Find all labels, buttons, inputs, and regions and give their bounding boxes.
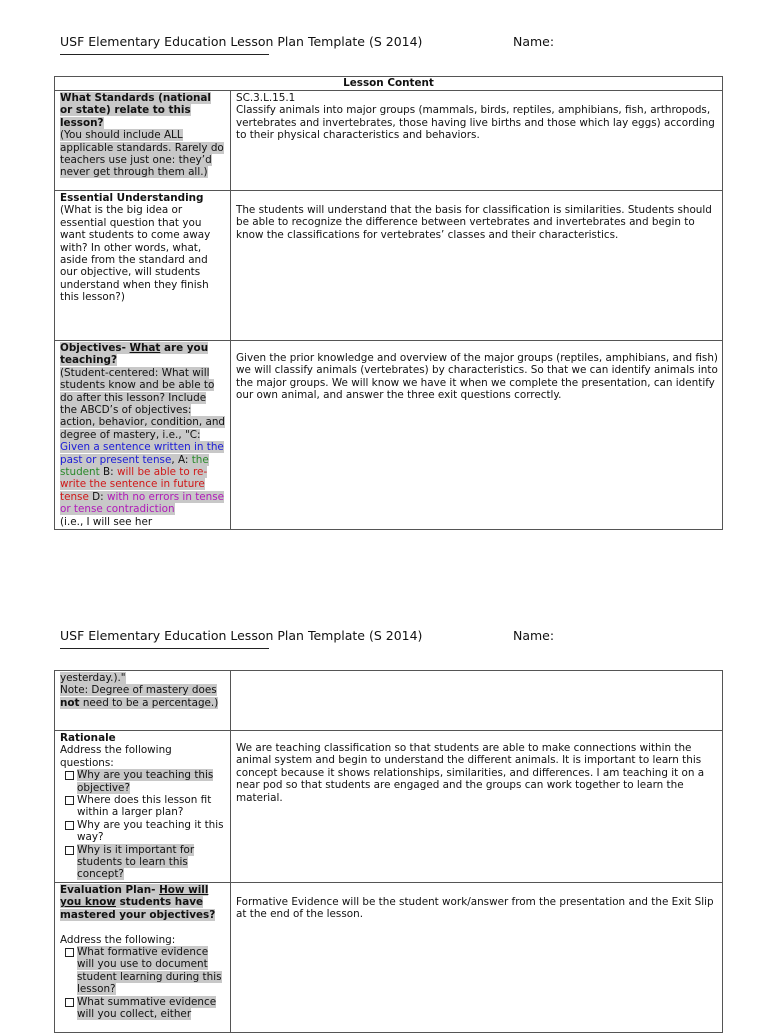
objectives-row bbox=[55, 341, 723, 530]
name-label: Name: bbox=[513, 34, 555, 49]
objectives-answer: Given the prior knowledge and overview of the major groups (reptiles, amphibians, and fish) we will classify animals (vertebrates) by characteristics. So that we can identify animals into the major groups. We will know we have it when we complete the presentation, can identify our own animal, and answer the three exit questions correctly. bbox=[236, 352, 718, 402]
objectives-continued-answer-cell bbox=[231, 671, 723, 731]
standard-code: SC.3.L.15.1 bbox=[236, 92, 296, 104]
rationale-question: Rationale bbox=[60, 732, 116, 744]
evaluation-intro: Address the following: bbox=[60, 933, 176, 946]
checkbox-icon bbox=[65, 846, 74, 855]
essential-question-cell bbox=[55, 191, 231, 341]
evaluation-answer-cell bbox=[231, 883, 723, 1033]
checklist-item: Why are you teaching this objective? bbox=[60, 769, 226, 794]
rationale-intro: Address the following questions: bbox=[60, 744, 172, 769]
name-label-2: Name: bbox=[513, 628, 555, 643]
checkbox-icon bbox=[65, 771, 74, 780]
rationale-answer-cell bbox=[231, 731, 723, 883]
evaluation-row bbox=[55, 883, 723, 1033]
evaluation-question-cell bbox=[55, 883, 231, 1033]
checkbox-icon bbox=[65, 796, 74, 805]
standard-text: Classify animals into major groups (mammals, birds, reptiles, amphibians, fish, arthropods, vertebrates and invertebrates, those having live births and those which lay eggs) according to their physical characteristics and behaviors. bbox=[236, 104, 715, 142]
essential-row bbox=[55, 191, 723, 341]
rationale-checklist bbox=[60, 769, 226, 881]
checklist-item: Where does this lesson fit within a larger plan? bbox=[60, 794, 226, 819]
standards-answer-cell bbox=[231, 91, 723, 191]
objectives-note: (Student-centered: What will students know and be able to do after this lesson? Include the ABCD’s of objectives: action, behavior, condition, and degree of mastery, i.e., "C: Given a sentence written in the past or present tense, A: the student B: will be able to re-write the sentence in future tense D: with no errors in tense or tense contradiction bbox=[60, 366, 225, 516]
objectives-continued-cell bbox=[55, 671, 231, 731]
rationale-answer: We are teaching classification so that students are able to make connections within the animal system and begin to understand the different animals. It is important to learn this concept because it shows relationships, similarities, and differences. I am teaching it on a near pod so that students are engaged and the groups can work together to learn the material. bbox=[236, 742, 705, 804]
mastery-note: Note: Degree of mastery does not need to be a percentage.) bbox=[60, 684, 219, 709]
checklist-item: What summative evidence will you collect, either bbox=[60, 996, 226, 1021]
checklist-item: Why are you teaching it this way? bbox=[60, 819, 226, 844]
lesson-content-heading: Lesson Content bbox=[55, 77, 723, 91]
template-title-2: USF Elementary Education Lesson Plan Template (S 2014) bbox=[60, 628, 423, 643]
objectives-question: Objectives- What are you teaching? bbox=[60, 342, 209, 367]
essential-note: (What is the big idea or essential question that you want students to come away with? In other words, what, aside from the standard and our objective, will students understand when they finish this lesson?) bbox=[60, 204, 211, 304]
essential-answer: The students will understand that the basis for classification is similarities. Students should be able to recognize the difference between vertebrates and invertebrates and begin to know the classifications for vertebrates’ classes and their characteristics. bbox=[236, 204, 712, 241]
objectives-question-cell bbox=[55, 341, 231, 530]
objectives-answer-cell bbox=[231, 341, 723, 530]
template-title: USF Elementary Education Lesson Plan Template (S 2014) bbox=[60, 34, 423, 49]
lesson-content-table bbox=[54, 76, 723, 530]
evaluation-checklist bbox=[60, 946, 226, 1020]
checkbox-icon bbox=[65, 821, 74, 830]
checkbox-icon bbox=[65, 948, 74, 957]
lesson-content-table-continued bbox=[54, 670, 723, 1033]
standards-row bbox=[55, 91, 723, 191]
objectives-continued-line: yesterday.)." bbox=[60, 672, 126, 684]
checklist-item: Why is it important for students to learn this concept? bbox=[60, 844, 226, 881]
name-rule bbox=[60, 54, 269, 55]
rationale-row bbox=[55, 731, 723, 883]
standards-note: (You should include ALL applicable standards. Rarely do teachers use just one: they’d never get through them all.) bbox=[60, 129, 224, 179]
evaluation-question: Evaluation Plan- How will you know students have mastered your objectives? bbox=[60, 884, 216, 921]
objectives-tail: (i.e., I will see her bbox=[60, 515, 153, 528]
rationale-question-cell bbox=[55, 731, 231, 883]
name-rule-2 bbox=[60, 648, 269, 649]
checkbox-icon bbox=[65, 998, 74, 1007]
evaluation-answer: Formative Evidence will be the student work/answer from the presentation and the Exit Slip at the end of the lesson. bbox=[236, 896, 714, 921]
standards-question: What Standards (national or state) relate to this lesson? bbox=[60, 92, 211, 129]
checklist-item: What formative evidence will you use to document student learning during this lesson? bbox=[60, 946, 226, 996]
standards-question-cell bbox=[55, 91, 231, 191]
objectives-continued-row bbox=[55, 671, 723, 731]
essential-answer-cell bbox=[231, 191, 723, 341]
essential-question: Essential Understanding bbox=[60, 192, 204, 204]
